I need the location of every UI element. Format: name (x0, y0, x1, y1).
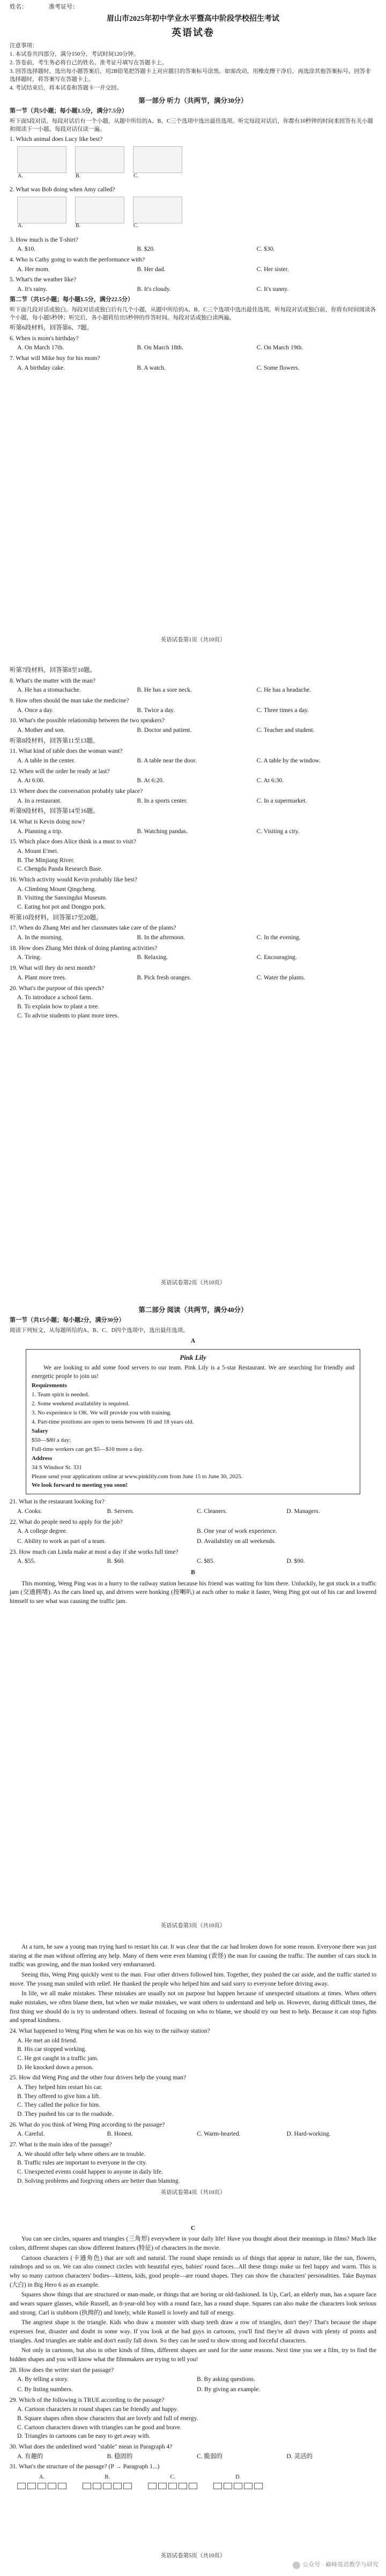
option: C. In a supermarket. (256, 797, 307, 804)
section1-instructions: 听下面5段对话。每段对话后有一个小题，从题中所给的A、B、C三个选项中选出最佳选项。听完每段对话后，你都有10秒钟的时间来回答有关小题和阅读下一小题。每段对话仅读一遍。 (10, 118, 373, 133)
option: B. Doctor and patient. (137, 727, 192, 734)
option: A. In the morning. (17, 934, 63, 941)
question-9: 9. How often should the man take the medicine? (10, 698, 129, 705)
structure-option: C. (148, 2474, 197, 2489)
question-27: 27. What is the main idea of the passage? (10, 2141, 112, 2148)
page-footer: 英语试卷第3页（共10页） (160, 1922, 226, 1929)
question-23: 23. How much can Linda make at most a day if she works full time? (10, 1548, 179, 1555)
passage-b-paragraph: This morning, Weng Ping was in a hurry to the railway station because his friend was waiting for him there. Unluckily, he got stuck in a traffic jam (交通拥堵). As the cars lined up, and drivers were honking (按喇叭) at each other to make it faster, Weng Ping got out of his car and lowered himself to see what was causing the traffic jam. (10, 1580, 376, 1605)
option: A. Tiring. (17, 954, 42, 961)
option: A. 有趣的 (17, 2453, 43, 2460)
note-line: 4. 考试结束后，将本试卷和答题卡一并交回。 (10, 85, 122, 92)
option: D. Availability on all weekends. (197, 1538, 276, 1545)
question-29: 29. Which of the following is TRUE according to the passage? (10, 2397, 165, 2403)
option: C. He got caught in a traffic jam. (17, 2055, 99, 2062)
question-18-options (17, 953, 376, 962)
option: D. 灵活的 (286, 2453, 313, 2460)
question-22: 22. What do people need to apply for the job? (10, 1518, 123, 1525)
option: A. He has a stomachache. (17, 687, 81, 694)
picture-option: B. (75, 146, 124, 173)
question-14: 14. What is Kevin doing now? (10, 819, 85, 826)
option: A. Careful. (17, 2131, 45, 2138)
note-line: 3. 回答选择题时，选出每小题答案后，用2B铅笔把答题卡上对应题目的答案标号涂黑。如需改动，用橡皮擦干净后，再选涂其他答案标号。回答非选择题时，将答案写在答题卡上。 (10, 68, 371, 83)
question-22-options-row1 (17, 1527, 376, 1536)
option: A. A birthday cake. (17, 364, 65, 371)
question-6-options (17, 343, 376, 353)
page-4 (0, 1934, 386, 2576)
question-25-options (17, 2083, 376, 2119)
exam-title: 眉山市2025年初中学业水平暨高中阶段学校招生考试 (107, 14, 279, 23)
option: D. Hard-working. (286, 2131, 331, 2138)
question-10-options (17, 726, 376, 735)
page-3 (0, 1291, 386, 1934)
section2-title: 第二节（共15小题；每小题1.5分，满分22.5分） (10, 296, 133, 303)
question-19: 19. What will they do next month? (10, 965, 95, 972)
question-23-options (17, 1557, 376, 1566)
question-12: 12. When will the order be ready at last? (10, 768, 110, 775)
option: C. A table by the window. (256, 758, 321, 765)
question-3-options (17, 245, 376, 254)
question-9-options (17, 706, 376, 715)
question-25: 25. How did Weng Ping and the other four drivers help the young man? (10, 2075, 187, 2081)
question-2: 2. What was Bob doing when Amy called? (10, 186, 115, 193)
question-21: 21. What is the restaurant looking for? (10, 1499, 105, 1506)
option: B. They offered to give him a lift. (17, 2093, 101, 2100)
question-20: 20. What's the purpose of this speech? (10, 985, 104, 992)
material-8-heading: 听第8段材料，回答第11至13题。 (10, 737, 99, 744)
apply-info: Please send your applications online at www.pinklily.com from June 15 to June 30, 2025. (32, 1473, 243, 1480)
question-30: 30. What does the underlined word "stable" mean in Paragraph 4? (10, 2444, 173, 2451)
structure-option: D. (213, 2474, 263, 2489)
question-13: 13. Where does the conversation probably take place? (10, 788, 143, 795)
option: A. A table in the center. (17, 758, 76, 765)
passage-c-label: C (190, 2225, 196, 2231)
question-15-options (17, 847, 376, 874)
option: B. The Minjiang River. (17, 857, 75, 864)
question-28-options-row2 (17, 2385, 376, 2394)
question-30-options (17, 2452, 376, 2461)
question-21-options (17, 1507, 376, 1516)
exam-no-label: 准考证号： (49, 4, 78, 10)
question-3: 3. How much is the T-shirt? (10, 236, 78, 243)
question-2-pictures (17, 197, 376, 229)
question-19-options (17, 974, 376, 983)
option: B. In a sports center. (137, 797, 188, 804)
option: C. Her sister. (256, 266, 289, 273)
option: A. Planning a trip. (17, 828, 63, 835)
option: C. At 6:30. (256, 777, 284, 784)
passage-c-paragraph: Not only in cartoons, but also in other kinds of films, different shapes are used for the same reasons. Next time you see a film, try to find the hidden shapes and you will know what the filmmakers are trying to tell you! (10, 2347, 376, 2363)
question-27-options (17, 2150, 376, 2186)
page-1 (0, 0, 386, 648)
option: A. $55. (17, 1558, 36, 1565)
reading-instructions: 阅读下列短文，从每题所给的A、B、C、D四个选项中，选出最佳选项。 (10, 1328, 189, 1334)
address: 34 S Windsor St. 331 (32, 1464, 82, 1471)
option: A. He met an old friend. (17, 2037, 78, 2044)
question-16: 16. Which activity would Kevin probably like best? (10, 877, 138, 883)
option: B. A watch. (137, 364, 166, 371)
question-5-options (17, 285, 376, 294)
picture-option: A. (17, 146, 66, 173)
note-line: 2. 答卷前，考生务必将自己的姓名、准考证号填写在答题卡上。 (10, 59, 167, 66)
part1-title: 第一部分 听力（共两节，满分30分） (138, 96, 248, 104)
passage-c-paragraph: Cartoon characters (卡通角色) that are soft and natural. The round shape reminds us of things that appear in nature, like the sun, flowers, raindrops and so on. We can also connect circles with beautiful eyes, babies' round faces...All these things make us feel happy and warm. This is why so many cartoon characters' bodies—kittens, kids, good people—are round shapes. They can show the characters' personalities. Take Baymax (大白) in Big Hero 6 as an example. (10, 2255, 376, 2288)
option: C. Encouraging. (256, 954, 297, 961)
question-29-options (17, 2405, 376, 2441)
option: D. Solving problems and forgiving others are better than blaming. (17, 2177, 180, 2184)
option: C. $85. (197, 1558, 215, 1565)
option: B. Servers. (107, 1508, 135, 1515)
option: C. Three times a day. (256, 707, 309, 714)
option: A. We should offer help where others are in trouble. (17, 2151, 146, 2158)
question-7: 7. What will Mike buy for his mom? (10, 355, 100, 362)
option: B. 稳固的 (107, 2453, 133, 2460)
option: B. Her dad. (137, 266, 166, 273)
question-26-options (17, 2130, 376, 2139)
question-7-options (17, 364, 376, 373)
option: C. In the evening. (256, 934, 301, 941)
option: B. One year of work experience. (197, 1528, 277, 1535)
question-4-options (17, 265, 376, 274)
option: B. Watching pandas. (137, 828, 188, 835)
option: B. His car stopped working. (17, 2046, 87, 2053)
option: C. Ability to work as part of a team. (17, 1538, 106, 1545)
option: A. In a restaurant. (17, 797, 62, 804)
option: B. At 6:20. (137, 777, 164, 784)
question-26: 26. What do you think of Weng Ping according to the passage? (10, 2121, 165, 2128)
option: A. Mount E'mei. (17, 848, 58, 855)
option: C. Water the plants. (256, 974, 306, 981)
option: C. It's sunny. (256, 286, 289, 293)
question-8-options (17, 686, 376, 695)
salary-line: Full-time workers can get $5—$10 more a day. (32, 1446, 144, 1452)
question-10: 10. What's the possible relationship between the two speakers? (10, 717, 165, 724)
passage-b-label: B (191, 1569, 195, 1576)
option: B. Twice a day. (137, 707, 175, 714)
question-11: 11. What kind of table does the woman want? (10, 748, 123, 755)
reading-section1-title: 第一节（共15小题；每小题2分，满分30分） (10, 1317, 125, 1324)
ad-title: Pink Lily (180, 1353, 206, 1361)
material-9-heading: 听第9段材料，回答第14至16题。 (10, 808, 99, 815)
watermark-text: 公众号 · 巅峰英语教学与研究 (302, 2562, 378, 2568)
option: A. A college degree. (17, 1528, 68, 1535)
page-footer: 英语试卷第2页（共10页） (160, 1279, 226, 1286)
option: B. On March 18th. (137, 345, 183, 351)
material-6-heading: 听第6段材料，回答第6、7题。 (10, 325, 93, 332)
structure-option: B. (83, 2474, 132, 2489)
passage-c-paragraph: The angriest shape is the triangle. Kids who draw a monster with sharp teeth draw a row of triangles, don't they? That's because the shape expresses fear, disaster and doubt in some way. If you look at the bad guys in cartoons, you'll find they're all drawn with plenty of points and triangles. And triangles are stable and don't easily fall down. So they can be used to show strong and forceful characters. (10, 2319, 376, 2344)
part2-title: 第二部分 阅读（共两节，满分40分） (138, 1306, 248, 1314)
question-31: 31. What's the structure of the passage? (P → Paragraph 1...) (10, 2463, 160, 2470)
option: D. He knocked down a person. (17, 2064, 94, 2071)
requirement-item: 3. No experience is OK. We will provide you with training. (32, 1409, 172, 1416)
option: C. $30. (256, 246, 275, 253)
option: B. $20. (137, 246, 155, 253)
passage-a-label: A (190, 1338, 196, 1345)
notes (10, 42, 376, 93)
option: C. He has a headache. (256, 687, 311, 694)
question-18: 18. How does Zhang Mei think of doing planting activities? (10, 945, 158, 952)
closing-line: We look forward to meeting you soon! (32, 1482, 128, 1489)
exam-subject: 英语试卷 (172, 27, 214, 39)
passage-c-paragraph: Squares show things that are structured or man-made, or things that are boring or old-fashioned. In Up, Carl, an elderly man, has a square face and wears square glasses, while Russell, an 8-year-old boy with a round face, has a round shape. Squares can also make the characters look serious and strong. Carl is stubborn (执拗的) and lonely, while Russell is lovely and full of energy. (10, 2292, 376, 2316)
option: B. Traffic rules are important to everyone in the city. (17, 2160, 147, 2167)
question-16-options (17, 885, 376, 912)
option: B. Pick fresh oranges. (137, 974, 191, 981)
question-14-options (17, 827, 376, 836)
question-22-options-row2 (17, 1537, 376, 1546)
question-13-options (17, 797, 376, 806)
option: B. Relaxing. (137, 954, 168, 961)
requirement-item: 1. Team spirit is needed. (32, 1391, 90, 1398)
requirements-heading: Requirements (32, 1382, 67, 1389)
option: A. On March 17th. (17, 345, 64, 351)
requirement-item: 2. Some weekend availability is required. (32, 1401, 130, 1407)
picture-option: A. (17, 197, 66, 223)
option: D. Triangles in cartoons can be easy to get away with. (17, 2433, 151, 2440)
option: B. By asking questions. (197, 2376, 255, 2383)
question-12-options (17, 776, 376, 785)
option: A. $10. (17, 246, 36, 253)
page-footer: 英语试卷第5页（共10页） (160, 2552, 226, 2559)
option: C. By listing numbers. (17, 2386, 73, 2393)
picture-option: C. (133, 197, 182, 223)
picture-option: B. (75, 197, 124, 223)
option: D. By giving an example. (197, 2386, 261, 2393)
section1-title: 第一节（共5小题；每小题1.5分，满分7.5分） (10, 107, 128, 114)
question-31-structure-options (17, 2474, 376, 2489)
option: A. Her mom. (17, 266, 50, 273)
option: A. It's rainy. (17, 286, 48, 293)
passage-c-paragraph: You can see circles, squares and triangles (三角形) everywhere in your daily life! Have you thought about their meanings in films? Much like colors, different shapes can show different features (特征) of characters in the movie. (10, 2236, 376, 2252)
passage-b-paragraph: In life, we all make mistakes. These mistakes are usually not on purpose but happen because of unexpected situations at times. When others make mistakes, we often blame them, but when we make mistakes, we want others to understand and help us. However, during difficult times, the first thing we should do is try to understand others. Instead of focusing on who to blame, we should try our best to help. Because it can stop fights and spread kindness. (10, 1990, 376, 2024)
option: B. To explain how to plant a tree. (17, 1003, 100, 1010)
question-28: 28. How does the writer start the passage? (10, 2367, 114, 2373)
question-17-options (17, 933, 376, 942)
option: B. Square shapes often show characters that are lovely and full of energy. (17, 2415, 198, 2422)
watermark (293, 2561, 378, 2570)
name-label: 姓名： (10, 4, 27, 10)
question-24-options (17, 2036, 376, 2072)
page-footer: 英语试卷第1页（共10页） (160, 636, 226, 643)
option: B. $60. (107, 1558, 125, 1565)
question-11-options (17, 757, 376, 766)
question-20-options (17, 993, 376, 1020)
job-advertisement (26, 1349, 360, 1494)
option: D. They pushed his car to the roadside. (17, 2111, 114, 2118)
note-line: 注意事项： (10, 43, 38, 49)
passage-b-paragraph: At a turn, he saw a young man trying hard to restart his car. It was clear that the car had broken down for some reason. Everyone there was just staring at the man without offering any help. Many of them were even blaming (责怪) the man for causing the traffic. The number of cars stuck in traffic was growing, and the man looked very embarrassed. (10, 1944, 376, 1968)
option: D. $90. (286, 1558, 305, 1565)
question-28-options-row1 (17, 2375, 376, 2384)
candidate-info (10, 3, 376, 12)
note-line: 1. 本试卷共四部分，满分150分，考试时间120分钟。 (10, 51, 139, 58)
section2-instructions: 听下面几段对话或独白。每段对话或独白后有几个小题，从题中所给的A、B、C三个选项中选出最佳选项。听每段对话或独白前，你将有时间阅读各个小题，每小题5秒钟；听完后，各小题将给出5秒钟的作答时间。每段对话或独白读两遍。 (10, 306, 376, 321)
address-heading: Address (32, 1455, 53, 1462)
option: A. Climbing Mount Qingcheng. (17, 886, 96, 893)
option: C. Cleaners. (197, 1508, 227, 1515)
option: A. Mother and son. (17, 727, 65, 734)
option: A. By telling a story. (17, 2376, 69, 2383)
option: A. At 6:00. (17, 777, 45, 784)
option: A. Plant more trees. (17, 974, 66, 981)
question-1: 1. Which animal does Lucy like best? (10, 136, 103, 143)
option: C. Eating hot pot and Dongpo pork. (17, 904, 106, 911)
option: C. Visiting a city. (256, 828, 300, 835)
wechat-icon (293, 2562, 300, 2569)
option: C. Warm-hearted. (197, 2131, 241, 2138)
option: B. He has a sore neck. (137, 687, 192, 694)
option: C. 脆弱的 (197, 2453, 222, 2460)
question-24: 24. What happened to Weng Ping when he was on his way to the railway station? (10, 2028, 210, 2035)
page-footer: 英语试卷第4页（共10页） (160, 2190, 226, 2196)
option: A. Cartoon characters in round shapes can be friendly and happy. (17, 2406, 179, 2413)
material-10-heading: 听第10段材料，回答第17至20题。 (10, 914, 102, 921)
option: B. It's cloudy. (137, 286, 171, 293)
option: D. Managers. (286, 1508, 320, 1515)
option: C. Cartoon characters drawn with triangles can be good and brave. (17, 2424, 182, 2431)
option: C. Chengdu Panda Research Base. (17, 866, 103, 873)
question-1-pictures (17, 146, 376, 179)
option: A. To introduce a school farm. (17, 994, 93, 1001)
question-15: 15. Which place does Alice think is a must to visit? (10, 838, 136, 845)
picture-option: C. (133, 146, 182, 173)
ad-intro: We are looking to add some food servers to our team. Pink Lily is a 5-star Restaurant. We are searching for friendly and energetic people to join us! (32, 1364, 354, 1380)
option: C. Teacher and student. (256, 727, 315, 734)
option: C. To advise students to plant more trees. (17, 1012, 119, 1019)
option: C. They called the police for him. (17, 2102, 100, 2109)
option: B. Honest. (107, 2131, 133, 2138)
material-7-heading: 听第7段材料，回答第8至10题。 (10, 667, 96, 673)
option: A. They helped him restart his car. (17, 2084, 102, 2091)
option: B. A table near the door. (137, 758, 197, 765)
structure-option: A. (17, 2474, 66, 2489)
question-5: 5. What's the weather like? (10, 276, 77, 283)
question-8: 8. What's the matter with the man? (10, 677, 95, 684)
passage-b-paragraph: Seeing this, Weng Ping quickly went to the man. Four other drivers followed him. Together, they pushed the car aside, and the traffic started to move. The young man smiled with relief. He thanked the people who helped him and said sorry to everyone before driving away. (10, 1972, 376, 1987)
question-6: 6. When is mom's birthday? (10, 335, 79, 342)
salary-line: $50—$80 a day; (32, 1436, 71, 1443)
question-17: 17. When do Zhang Mei and her classmates take care of the plants? (10, 925, 176, 932)
option: A. Cooks. (17, 1508, 42, 1515)
option: C. Some flowers. (256, 364, 300, 371)
option: C. On March 19th. (256, 345, 303, 351)
salary-heading: Salary (32, 1427, 48, 1434)
option: B. In the afternoon. (137, 934, 185, 941)
question-4: 4. Who is Cathy going to watch the performance with? (10, 257, 145, 264)
option: A. Once a day. (17, 707, 54, 714)
option: C. Unexpected events could happen to anyone in daily life. (17, 2169, 163, 2176)
requirement-item: 4. Part-time positions are open to teens between 16 and 18 years old. (32, 1418, 194, 1425)
page-2 (0, 648, 386, 1291)
option: B. Visiting the Sanxingdui Museum. (17, 895, 107, 902)
